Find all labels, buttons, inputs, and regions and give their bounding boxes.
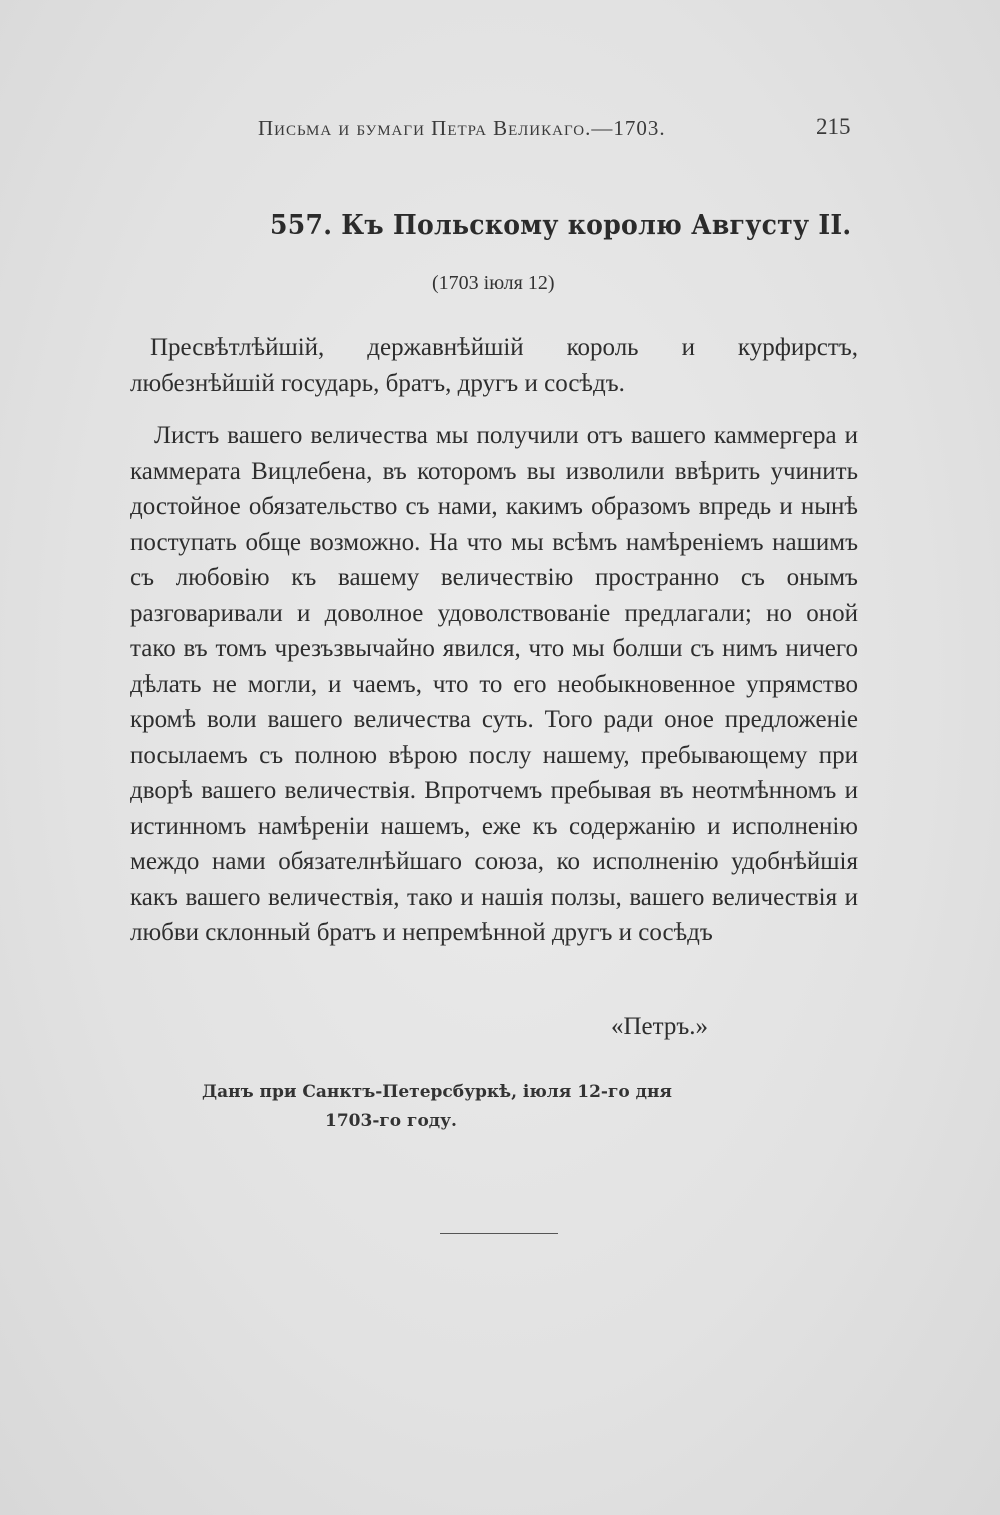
section-divider [440, 1233, 558, 1234]
page-number: 215 [816, 114, 851, 139]
letter-title: 557. Къ Польскому королю Августу II. [270, 210, 852, 241]
letter-body: Листъ вашего величества мы получили отъ вашего каммергера и каммерата Вицлебена, въ которомъ вы изволили ввѣрить учинить достойное обязательство съ нами, какимъ образомъ впредь и нынѣ поступать обще возможно. На что мы всѣмъ намѣреніемъ нашимъ съ любовію къ вашему величествію пространно съ онымъ разговаривали и доволное удоволствованіе предлагали; но оной тако въ томъ чрезъзвычайно явился, что мы болши съ нимъ ничего дѣлать не могли, и чаемъ, что то его необыкновенное упрямство кромѣ воли вашего величества суть. Того ради оное предложеніе посылаемъ съ полною вѣрою послу нашему, пребывающему при дворѣ вашего величествія. Впротчемъ пребывая въ неотмѣнномъ и истинномъ намѣреніи нашемъ, еже къ содержанію и исполненію междо нами обязателнѣйшаго союза, ко исполненію удобнѣйшія какъ вашего величествія, тако и нашія ползы, вашего величествія и любви склонный братъ и непремѣнной другъ и сосѣдъ [130, 422, 858, 946]
letter-signature: «Петръ.» [611, 1013, 709, 1040]
letter-date: (1703 іюля 12) [432, 272, 555, 294]
running-title: Письма и бумаги Петра Великаго.—1703. [258, 116, 666, 140]
dateline-place: Данъ при Санктъ-Петерсбуркѣ, іюля 12-го дня [202, 1082, 672, 1102]
dateline-year: 1703-го году. [325, 1111, 457, 1131]
letter-salutation: Пресвѣтлѣйшій, державнѣйшій король и курфирстъ, любезнѣйшій государь, братъ, другъ и сосѣдъ. [130, 334, 858, 397]
